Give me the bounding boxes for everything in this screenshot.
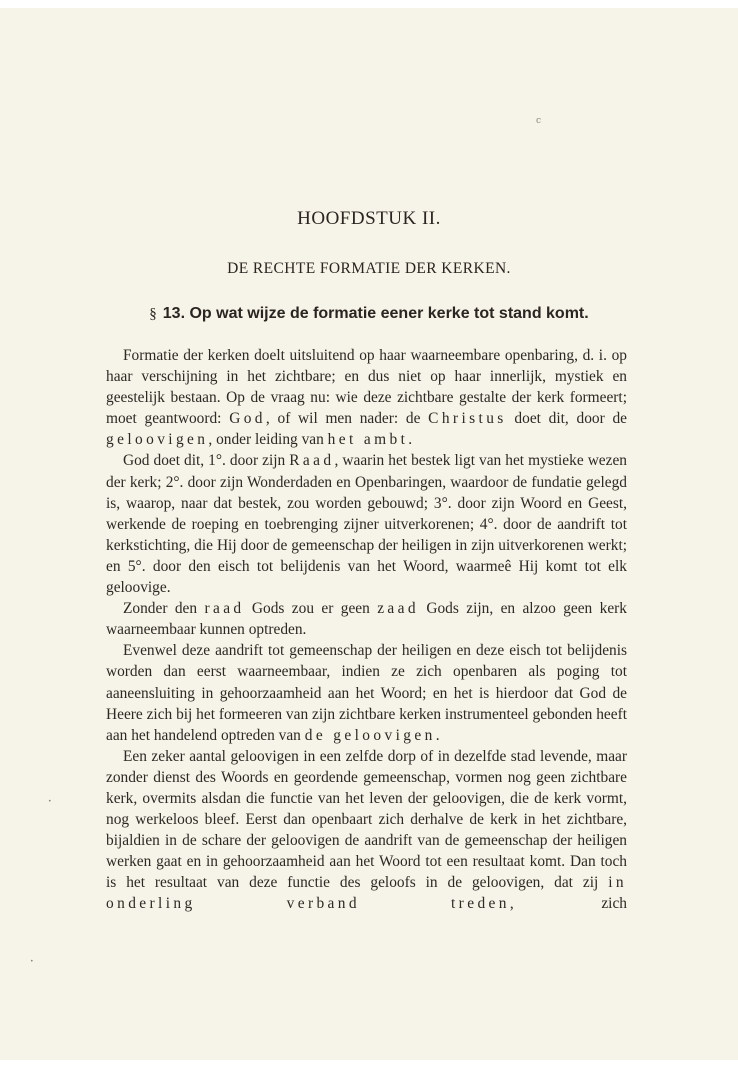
text-run: .	[435, 726, 440, 744]
spaced-term: het ambt	[327, 431, 409, 449]
text-run: Evenwel deze aandrift tot gemeenschap der heiligen en deze eisch tot belijdenis worden dan eerst waarneembaar, indien ze zich openbaren als poging tot aaneensluiting in gehoorzaamheid aan het Woord; en het is hierdoor dat God de Heere zich bij het formeeren van zijn zichtbare kerken instrumenteel gebonden heeft aan het handelend optreden van	[106, 642, 627, 744]
section-number: 13.	[162, 305, 186, 322]
spaced-term: zaad	[377, 600, 419, 618]
spaced-term: raad	[204, 600, 245, 618]
text-run: , zich	[509, 895, 627, 913]
text-run: God doet dit, 1°. door zijn	[123, 452, 290, 470]
paragraph-5	[106, 746, 627, 915]
section-title: Op wat wijze de formatie eener kerke tot stand komt.	[189, 305, 589, 322]
text-run: doet dit, door de	[506, 410, 627, 428]
body-text	[106, 345, 627, 915]
page-mark: ⅽ	[536, 116, 542, 126]
paragraph-1	[106, 345, 627, 450]
spaced-term: geloovigen	[106, 431, 209, 449]
chapter-title: HOOFDSTUK II.	[297, 208, 441, 229]
paragraph-3	[106, 598, 627, 640]
spaced-term: God	[229, 410, 266, 428]
chapter-subtitle: DE RECHTE FORMATIE DER KERKEN.	[227, 260, 511, 277]
speck-decoration: •	[48, 798, 52, 805]
section-heading	[0, 305, 738, 323]
text-run: Formatie der kerken doelt uitsluitend op haar waarneembare openbaring, d. i. op haar verschijning in het zichtbare; en dus niet op haar innerlijk, mystiek en geestelijk bestaan. Op de vraag nu: wie deze zichtbare gestalte der kerk formeert; moet geantwoord:	[106, 347, 627, 428]
spaced-term: Christus	[428, 410, 507, 428]
text-run: Gods zijn, en alzoo geen kerk waarneembaar kunnen optreden.	[106, 600, 627, 639]
spaced-term: in onderling verband treden	[106, 874, 627, 913]
book-page	[0, 8, 738, 1060]
paragraph-2	[106, 450, 627, 598]
spaced-term: de geloovigen	[304, 726, 436, 744]
text-run: , of wil men nader: de	[265, 410, 429, 428]
text-run: Zonder den	[123, 600, 205, 618]
text-run: .	[408, 431, 413, 449]
text-run: Gods zou er geen	[244, 600, 378, 618]
section-symbol: §	[149, 306, 157, 322]
text-run: Een zeker aantal geloovigen in een zelfde dorp of in dezelfde stad levende, maar zonder dienst des Woords en geordende gemeenschap, vormen nog geen zichtbare kerk, overmits alsdan die functie van het leven der geloovigen, die de kerk vormt, nog werkeloos bleef. Eerst dan openbaart zich derhalve de kerk in het zichtbare, bijaldien in de schare der geloovigen de aandrift van de gemeenschap der heiligen werken gaat en in gehoorzaamheid aan het Woord tot een resultaat komt. Dan toch is het resultaat van deze functie des geloofs in de geloovigen, dat zij	[106, 747, 627, 892]
speck-decoration: •	[30, 958, 34, 965]
spaced-term: Raad	[289, 452, 335, 470]
text-run: , waarin het bestek ligt van het mystieke wezen der kerk; 2°. door zijn Wonderdaden en Openbaringen, waardoor de fundatie gelegd is, waarop, naar dat bestek, zou worden gebouwd; 3°. door zijn Woord en Geest, werkende de roeping en toebrenging zijner uitverkorenen; 4°. door de aandrift tot kerkstichting, die Hij door de gemeenschap der heiligen in zijn uitverkorenen werkt; en 5°. door den eisch tot belijdenis van het Woord, waarmeê Hij komt tot elk geloovige.	[106, 452, 627, 597]
paragraph-4	[106, 640, 627, 745]
text-run: , onder leiding van	[208, 431, 328, 449]
